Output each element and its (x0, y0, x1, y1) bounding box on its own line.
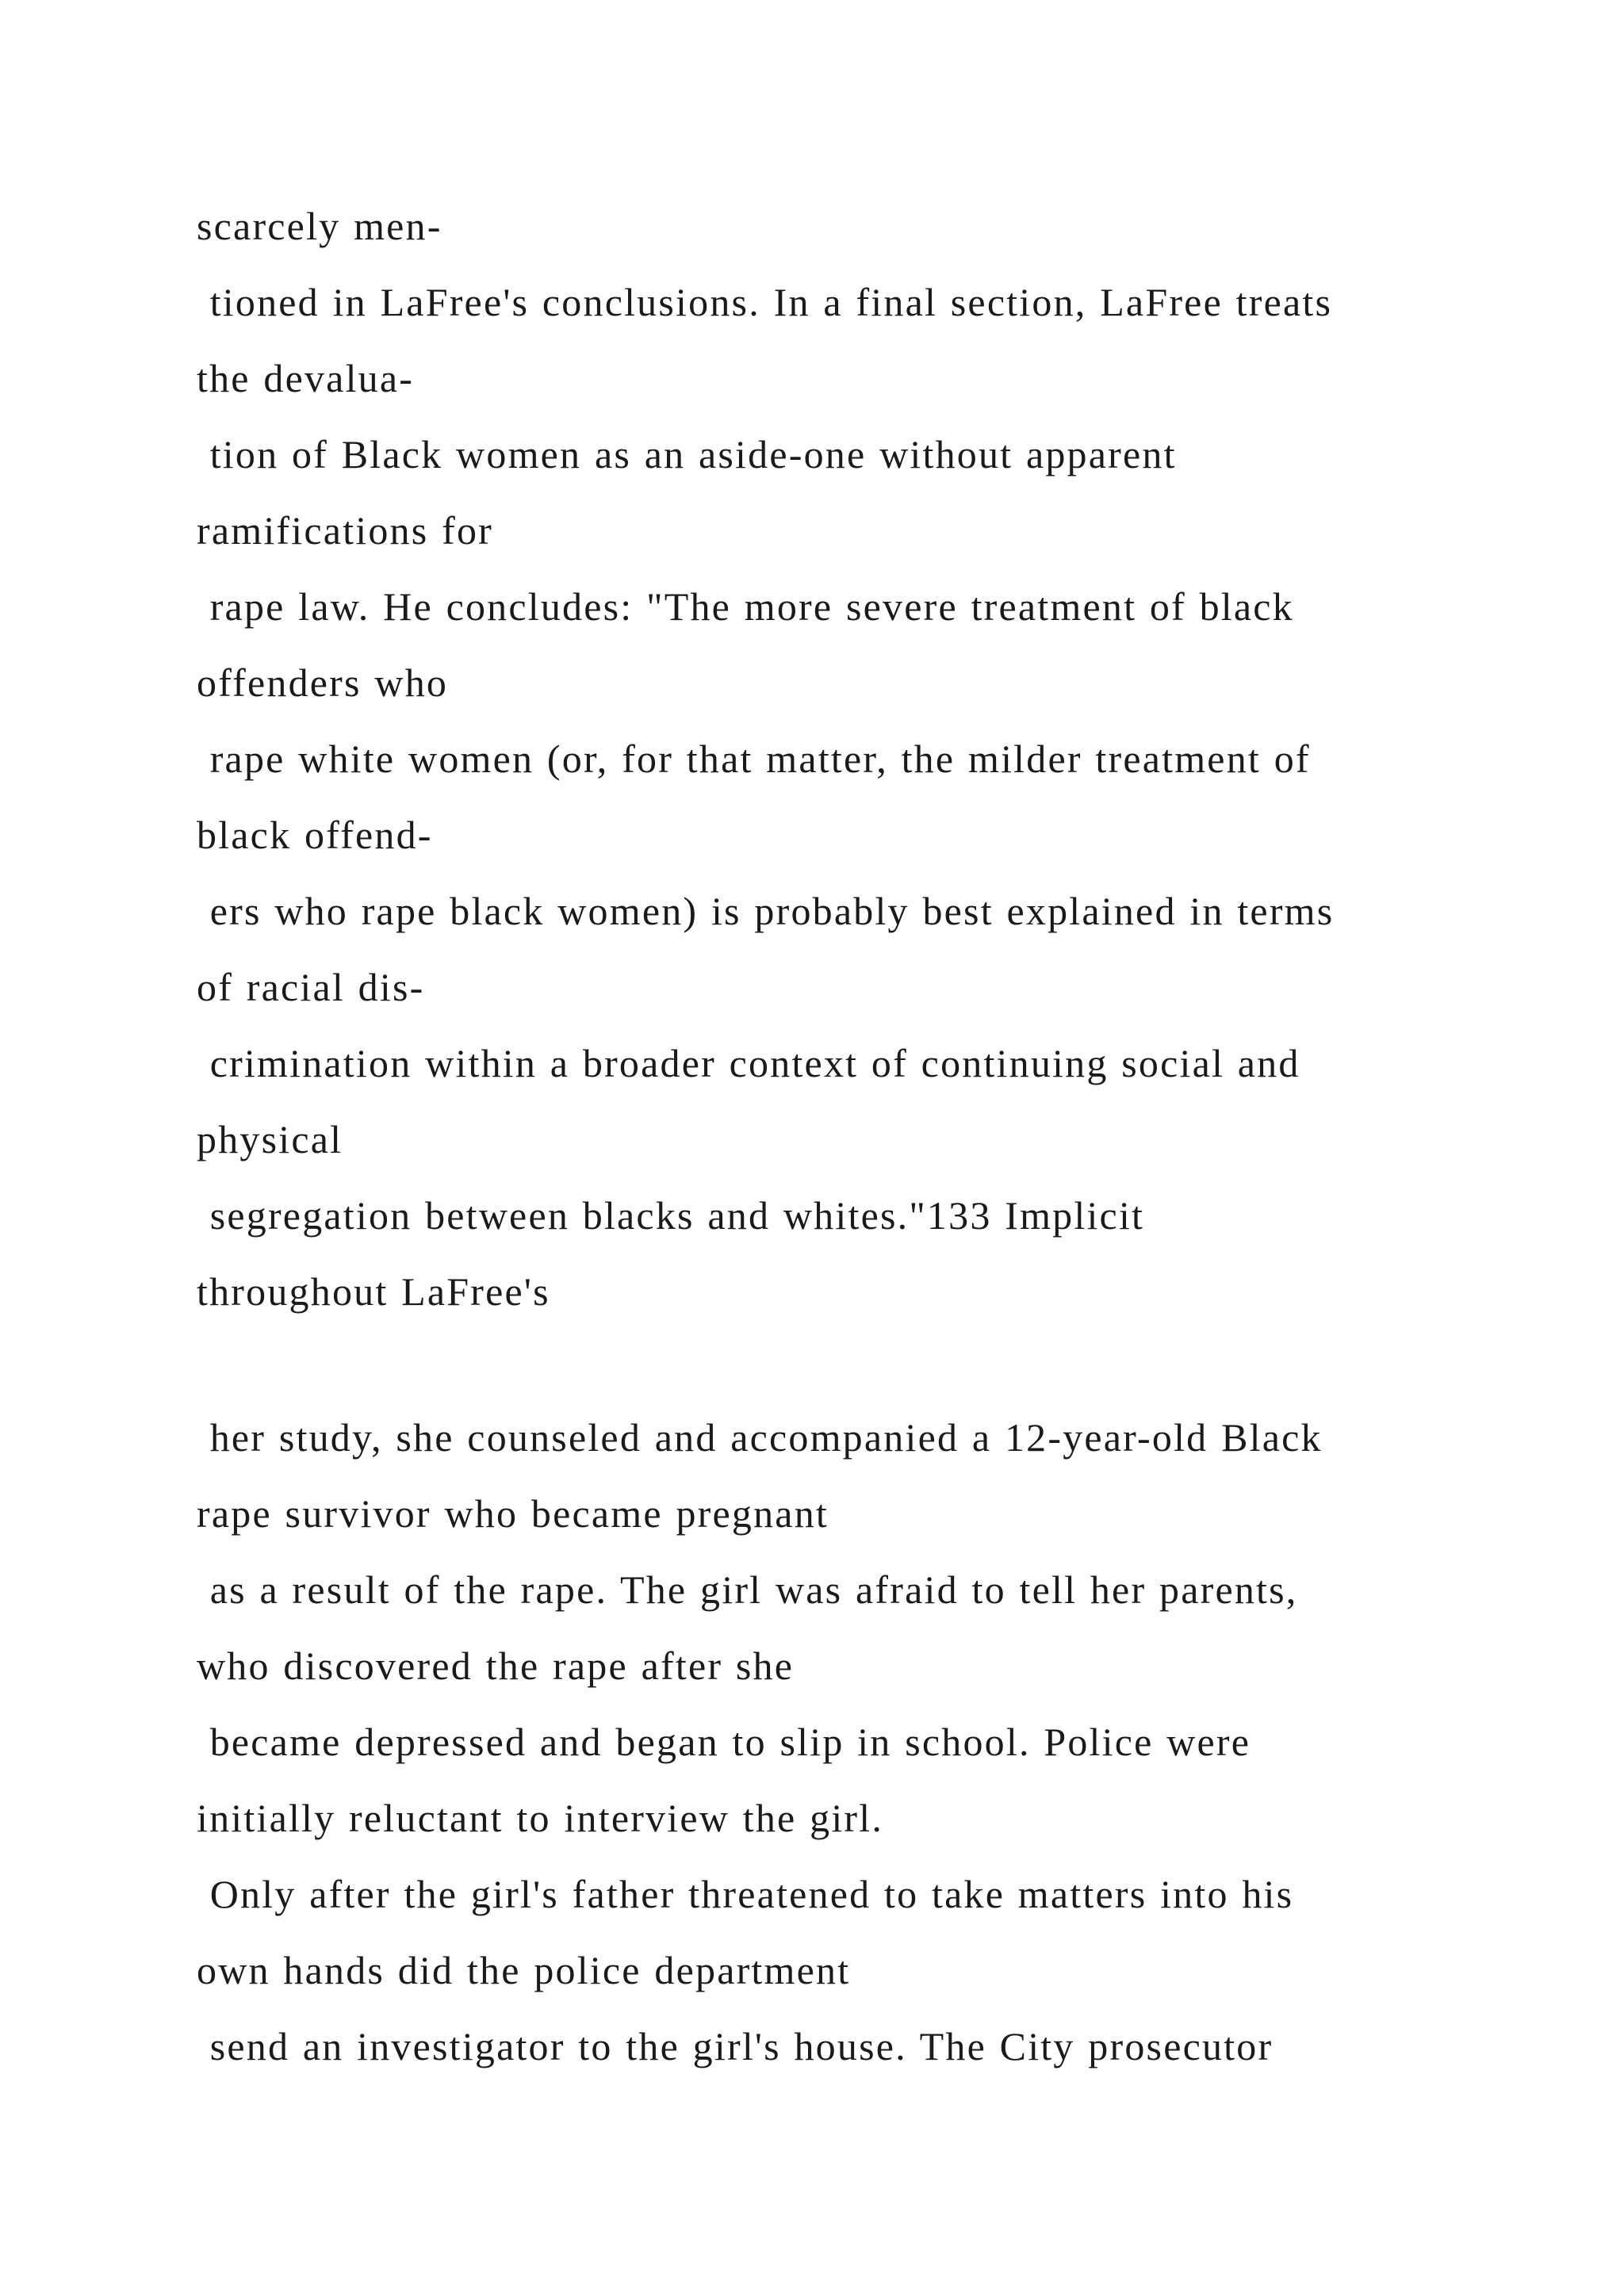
text-line: physical (197, 1117, 343, 1161)
text-line: rape survivor who became pregnant (197, 1491, 829, 1536)
text-block-lower (197, 1399, 1545, 2084)
text-line: the devalua- (197, 356, 415, 400)
text-line: initially reluctant to interview the girl. (197, 1796, 884, 1840)
text-line: ers who rape black women) is probably best explained in terms (197, 889, 1335, 933)
text-line: as a result of the rape. The girl was afraid to tell her parents, (197, 1567, 1298, 1612)
text-line: rape white women (or, for that matter, the milder treatment of (197, 737, 1311, 781)
text-line: became depressed and began to slip in school. Police were (197, 1720, 1251, 1764)
text-line: crimination within a broader context of continuing social and (197, 1041, 1300, 1085)
text-line: offenders who (197, 660, 449, 705)
text-line: black offend- (197, 813, 433, 857)
text-line: own hands did the police department (197, 1948, 851, 1992)
text-line: Only after the girl's father threatened to take matters into his (197, 1872, 1294, 1916)
text-line: ramifications for (197, 508, 493, 553)
text-line: send an investigator to the girl's house. The City prosecutor (197, 2024, 1274, 2068)
text-line: rape law. He concludes: "The more severe treatment of black (197, 584, 1294, 629)
text-line: scarcely men- (197, 204, 442, 248)
text-line: who discovered the rape after she (197, 1644, 795, 1688)
text-block-upper (197, 188, 1545, 1330)
text-line: throughout LaFree's (197, 1269, 550, 1314)
text-line: her study, she counseled and accompanied a 12-year-old Black (197, 1415, 1323, 1460)
text-line: tion of Black women as an aside-one without apparent (197, 432, 1177, 476)
text-line: tioned in LaFree's conclusions. In a final section, LaFree treats (197, 280, 1333, 324)
text-line: of racial dis- (197, 965, 425, 1009)
text-line: segregation between blacks and whites."133 Implicit (197, 1193, 1145, 1238)
